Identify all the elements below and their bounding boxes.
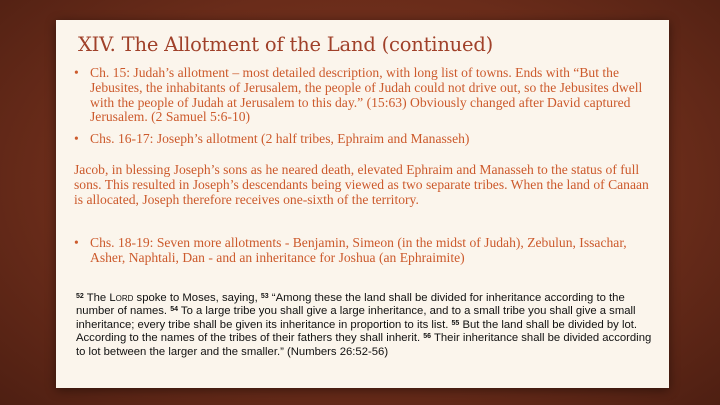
slide-card <box>56 20 669 388</box>
bullet-seven-allotments <box>74 236 649 266</box>
quote-text: The <box>83 292 110 304</box>
bullet-marker: • <box>74 65 79 80</box>
quote-text: But the land shall be divided by lot. According to the names of the tribes of their fathers they shall inherit. <box>76 318 638 345</box>
quote-text: To a large tribe you shall give a large inheritance, and to a small tribe you shall give a small inheritance; every tribe shall be given its inheritance in proportion to its list. <box>76 305 636 331</box>
bullet-marker: • <box>74 131 79 146</box>
bullet-text: Ch. 15: Judah’s allotment – most detailed description, with long list of towns. Ends with “But the Jebusites, the inhabitants of Jerusalem, the people of Judah could not drive out, so the Jebusites dwell with the people of Judah at Jerusalem to this day.” (15:63) Obviously changed after David captured Jerusalem. (2 Samuel 5:6-10) <box>90 65 643 125</box>
verse-number: 55 <box>451 319 460 327</box>
verse-number: 52 <box>76 293 84 300</box>
quote-text: “Among these the land shall be divided for inheritance according to the number of names. <box>76 292 625 318</box>
bullet-marker: • <box>74 235 79 250</box>
verse-number: 53 <box>260 293 269 300</box>
quote-text: spoke to Moses, saying, <box>133 292 261 304</box>
quote-text: Their inheritance shall be divided according to lot between the larger and the smaller.” (Numbers 26:52-56) <box>76 332 652 358</box>
lord-small-caps: Lord <box>109 292 134 304</box>
scripture-quote <box>76 292 656 359</box>
verse-number: 54 <box>170 306 178 314</box>
bullet-joseph <box>74 132 649 147</box>
verse-number: 56 <box>423 333 432 341</box>
jacob-paragraph: Jacob, in blessing Joseph’s sons as he neared death, elevated Ephraim and Manasseh to the status of full sons. This resulted in Joseph’s descendants being viewed as two separate tribes. When the land of Canaan is allocated, Joseph therefore receives one-sixth of the territory. <box>74 162 649 207</box>
bullet-judah <box>74 66 649 125</box>
slide-title: XIV. The Allotment of the Land (continued) <box>78 33 494 56</box>
bullet-text: Chs. 16-17: Joseph’s allotment (2 half tribes, Ephraim and Manasseh) <box>90 131 470 146</box>
bullet-text: Chs. 18-19: Seven more allotments - Benjamin, Simeon (in the midst of Judah), Zebulun, Issachar, Asher, Naphtali, Dan - and an inheritance for Joshua (an Ephraimite) <box>90 235 627 265</box>
